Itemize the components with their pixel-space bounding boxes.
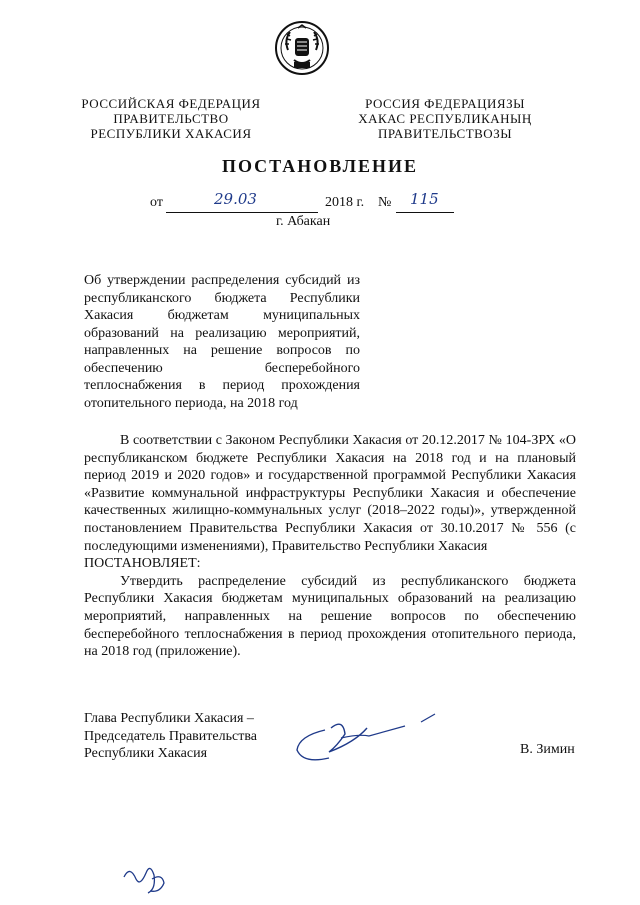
date-prefix: от [150, 195, 163, 210]
body [84, 432, 576, 661]
city: г. Абакан [276, 214, 331, 229]
header-left-line: РЕСПУБЛИКИ ХАКАСИЯ [90, 126, 252, 141]
header-right-line: ПРАВИТЕЛЬСТВОЗЫ [377, 126, 513, 141]
number-prefix: № [378, 195, 392, 210]
date-handwritten: 29.03 [214, 190, 257, 208]
body-paragraph: Утвердить распределение субсидий из республиканского бюджета Республики Хакасия бюджетам муниципальных образований на реализацию мероприятий, направленных на решение вопросов по обеспечению бесперебойного теплоснабжения в период прохождения отопительного периода, на 2018 год (приложение). [84, 573, 576, 660]
subject-title: Об утверждении распределения субсидий из республиканского бюджета Республики Хакасия бюджетам муниципальных образований на реализацию мероприятий, направленных на решение вопросов по обеспечению бесперебойного теплоснабжения в период прохождения отопительного периода, на 2018 год [84, 273, 360, 411]
signatory-title-line: Председатель Правительства [84, 728, 257, 744]
document-type: ПОСТАНОВЛЕНИЕ [221, 156, 419, 176]
header-left [78, 96, 264, 141]
body-paragraph: В соответствии с Законом Республики Хакасия от 20.12.2017 № 104-ЗРХ «О республиканском бюджете Республики Хакасия на 2018 год и на плановый период 2019 и 2020 годов» и государственной программой Республики Хакасия «Развитие коммунальной инфраструктуры Республики Хакасия и обеспечение качественных жилищно-коммунальных услуг (2018–2022 годы)», утвержденной постановлением Правительства Республики Хакасия от 30.10.2017 № 556 (с последующими изменениями), Правительство Республики Хакасия [84, 433, 576, 554]
header-right [356, 96, 534, 141]
resolves-heading: ПОСТАНОВЛЯЕТ: [84, 556, 201, 572]
handwritten-initials [120, 855, 170, 897]
header-right-line: ХАКАС РЕСПУБЛИКАНЫҢ [358, 111, 532, 126]
signatory-name: В. Зимин [520, 742, 575, 757]
number-handwritten: 115 [410, 190, 439, 208]
header-right-line: РОССИЯ ФЕДЕРАЦИЯЗЫ [365, 96, 525, 111]
coat-of-arms-icon [274, 20, 330, 76]
handwritten-signature [285, 708, 445, 768]
signatory-title [84, 710, 304, 763]
signatory-title-line: Республики Хакасия [84, 746, 208, 761]
header-left-line: ПРАВИТЕЛЬСТВО [113, 111, 229, 126]
signatory-title-line: Глава Республики Хакасия – [84, 711, 254, 726]
header-left-line: РОССИЙСКАЯ ФЕДЕРАЦИЯ [81, 96, 261, 111]
date-year: 2018 г. [325, 195, 365, 210]
